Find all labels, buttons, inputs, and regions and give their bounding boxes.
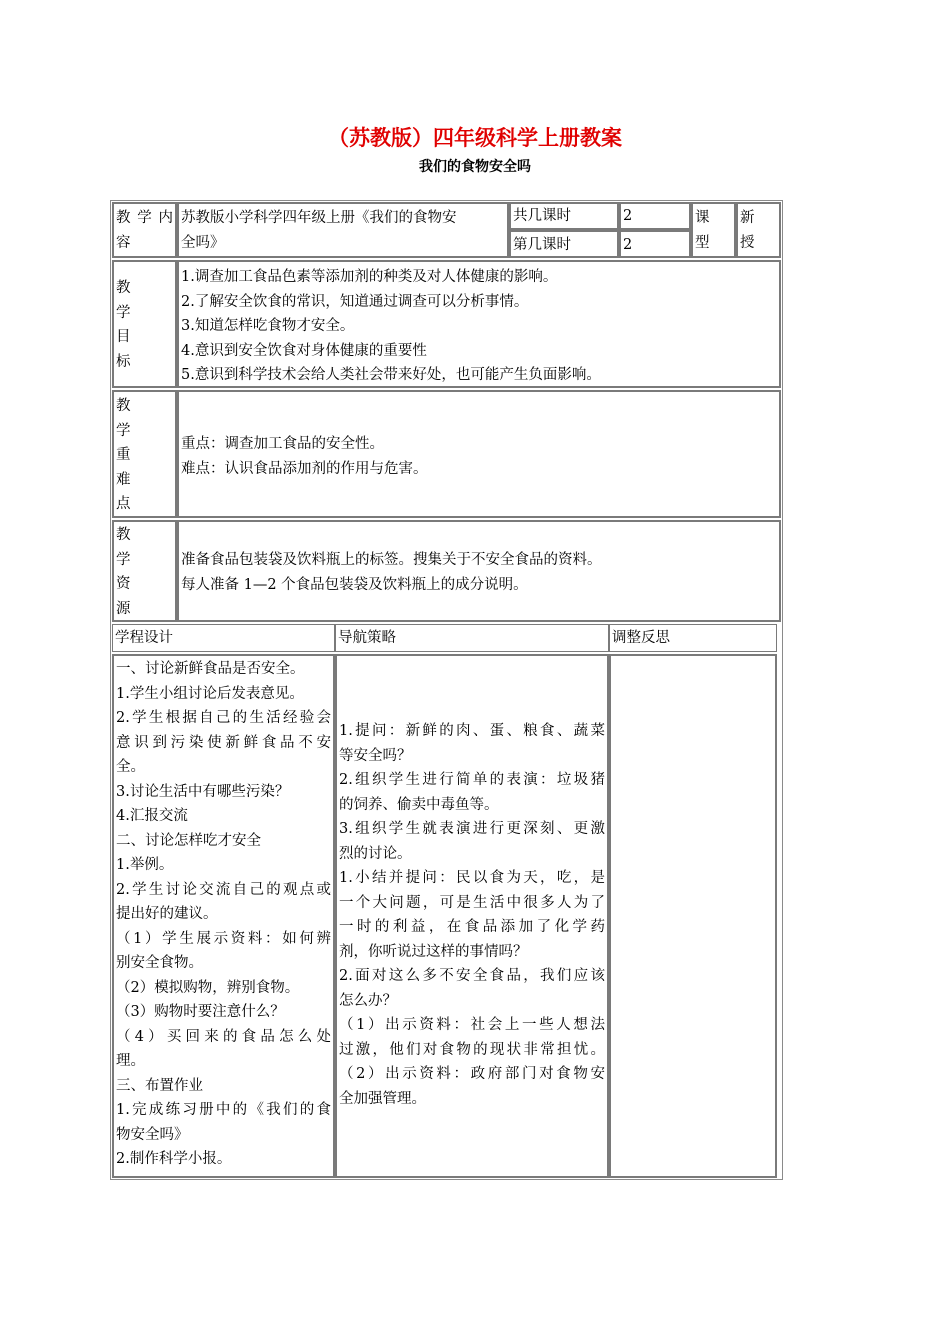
content-value-cell bbox=[177, 202, 509, 258]
total-hours-value: 2 bbox=[623, 208, 633, 224]
strategy-line: 1.提问：新鲜的肉、蛋、粮食、蔬菜 bbox=[339, 723, 605, 739]
strategy-line: 3.组织学生就表演进行更深刻、更激 bbox=[339, 821, 605, 837]
design-line: 三、布置作业 bbox=[116, 1077, 203, 1094]
design-column-header bbox=[112, 624, 335, 652]
total-hours-label-cell bbox=[509, 202, 619, 230]
resources-label-char: 资 bbox=[116, 576, 131, 592]
key-point-item: 重点：调查加工食品的安全性。 bbox=[181, 436, 384, 452]
design-line: （3）购物时要注意什么？ bbox=[116, 1004, 285, 1020]
strategy-line: 过激，他们对食物的现状非常担忧。 bbox=[339, 1041, 605, 1058]
strategy-line: 怎么办？ bbox=[339, 992, 397, 1009]
type-label-line: 型 bbox=[695, 234, 710, 251]
content-value-line: 苏教版小学科学四年级上册《我们的食物安 bbox=[181, 210, 457, 226]
strategy-line: （2）出示资料：政府部门对食物安 bbox=[339, 1066, 605, 1082]
design-line: （2）模拟购物，辨别食物。 bbox=[116, 979, 300, 996]
objectives-label-char: 学 bbox=[116, 304, 131, 321]
objective-item: 5.意识到科学技术会给人类社会带来好处，也可能产生负面影响。 bbox=[181, 367, 601, 383]
content-label-line: 教 学 内 bbox=[116, 210, 173, 226]
type-label-cell bbox=[691, 202, 736, 258]
type-label-line: 课 bbox=[695, 210, 710, 226]
type-value-cell bbox=[736, 202, 781, 258]
design-line: 2.学生讨论交流自己的观点或 bbox=[116, 881, 331, 898]
type-value-line: 新 bbox=[740, 210, 755, 226]
design-line: 二、讨论怎样吃才安全 bbox=[116, 832, 261, 849]
design-line: 物安全吗》 bbox=[116, 1126, 189, 1143]
design-content-cell bbox=[112, 654, 335, 1178]
objective-item: 2.了解安全饮食的常识，知道通过调查可以分析事情。 bbox=[181, 293, 529, 310]
total-hours-label: 共几课时 bbox=[513, 208, 571, 224]
design-line: 1.完成练习册中的《我们的食 bbox=[116, 1102, 331, 1118]
reflection-header-label: 调整反思 bbox=[612, 630, 670, 646]
design-line: 2.学生根据自己的生活经验会 bbox=[116, 710, 331, 726]
reflection-content-cell bbox=[609, 654, 777, 1178]
design-line: 提出好的建议。 bbox=[116, 906, 218, 922]
strategy-line: 剂，你听说过这样的事情吗？ bbox=[339, 943, 528, 960]
strategy-line: 2.组织学生进行简单的表演：垃圾猪 bbox=[339, 772, 605, 788]
design-line: 理。 bbox=[116, 1053, 145, 1069]
key-points-label-char: 教 bbox=[116, 398, 131, 414]
objectives-label-char: 教 bbox=[116, 280, 131, 296]
resources-label-char: 源 bbox=[116, 600, 131, 617]
design-line: 2.制作科学小报。 bbox=[116, 1151, 232, 1167]
key-points-label-char: 学 bbox=[116, 422, 131, 439]
design-line: 别安全食物。 bbox=[116, 955, 203, 971]
resources-label-char: 教 bbox=[116, 527, 131, 543]
key-points-label-char: 点 bbox=[116, 496, 131, 512]
design-line: 意识到污染使新鲜食品不安 bbox=[116, 734, 331, 751]
type-value-line: 授 bbox=[740, 234, 755, 251]
which-hour-value: 2 bbox=[623, 237, 633, 253]
content-value-line: 全吗》 bbox=[181, 234, 225, 251]
document-subtitle: 我们的食物安全吗 bbox=[419, 159, 531, 175]
strategy-line: 2.面对这么多不安全食品，我们应该 bbox=[339, 968, 605, 984]
reflection-column-header bbox=[609, 624, 777, 652]
resources-label-cell bbox=[112, 520, 177, 622]
strategy-line: 烈的讨论。 bbox=[339, 845, 412, 862]
objective-item: 3.知道怎样吃食物才安全。 bbox=[181, 318, 355, 334]
strategy-line: 等安全吗？ bbox=[339, 747, 412, 764]
strategy-line: （1）出示资料：社会上一些人想法 bbox=[339, 1017, 605, 1033]
which-hour-label: 第几课时 bbox=[513, 237, 571, 253]
strategy-line: 一个大问题，可是生活中很多人为了 bbox=[339, 894, 605, 911]
design-line: 一、讨论新鲜食品是否安全。 bbox=[116, 661, 305, 677]
objectives-label-cell bbox=[112, 260, 177, 388]
key-points-label-char: 重 bbox=[116, 447, 131, 463]
objective-item: 1.调查加工食品色素等添加剂的种类及对人体健康的影响。 bbox=[181, 269, 558, 285]
key-point-item: 难点：认识食品添加剂的作用与危害。 bbox=[181, 460, 428, 477]
which-hour-value-cell bbox=[619, 230, 691, 258]
strategy-line: 全加强管理。 bbox=[339, 1090, 426, 1107]
design-line: 1.举例。 bbox=[116, 857, 174, 873]
which-hour-label-cell bbox=[509, 230, 619, 258]
design-line: 3.讨论生活中有哪些污染？ bbox=[116, 783, 290, 800]
content-label-line: 容 bbox=[116, 234, 131, 251]
strategy-content-cell bbox=[335, 654, 609, 1178]
design-line: 1.学生小组讨论后发表意见。 bbox=[116, 685, 304, 702]
strategy-line: 1.小结并提问：民以食为天，吃，是 bbox=[339, 870, 605, 886]
strategy-header-label: 导航策略 bbox=[338, 630, 396, 646]
objectives-label-char: 标 bbox=[116, 353, 131, 370]
resources-label-char: 学 bbox=[116, 551, 131, 568]
objectives-label-char: 目 bbox=[116, 329, 131, 345]
design-line: 全。 bbox=[116, 759, 145, 775]
resources-content-cell bbox=[177, 520, 781, 622]
objective-item: 4.意识到安全饮食对身体健康的重要性 bbox=[181, 342, 427, 359]
content-label-cell bbox=[112, 202, 177, 258]
strategy-line: 一时的利益，在食品添加了化学药 bbox=[339, 919, 605, 935]
design-line: 4.汇报交流 bbox=[116, 808, 188, 824]
resource-item: 每人准备 1—2 个食品包装袋及饮料瓶上的成分说明。 bbox=[181, 576, 528, 593]
key-points-label-char: 难 bbox=[116, 471, 131, 488]
total-hours-value-cell bbox=[619, 202, 691, 230]
design-line: （4）买回来的食品怎么处 bbox=[116, 1028, 331, 1045]
design-line: （1）学生展示资料：如何辨 bbox=[116, 930, 331, 947]
objectives-content-cell bbox=[177, 260, 781, 388]
strategy-line: 的饲养、偷卖中毒鱼等。 bbox=[339, 796, 499, 813]
resource-item: 准备食品包装袋及饮料瓶上的标签。搜集关于不安全食品的资料。 bbox=[181, 552, 602, 568]
strategy-column-header bbox=[335, 624, 609, 652]
key-points-content-cell bbox=[177, 390, 781, 518]
key-points-label-cell bbox=[112, 390, 177, 518]
design-header-label: 学程设计 bbox=[115, 630, 173, 646]
document-title: （苏教版）四年级科学上册教案 bbox=[328, 126, 622, 150]
